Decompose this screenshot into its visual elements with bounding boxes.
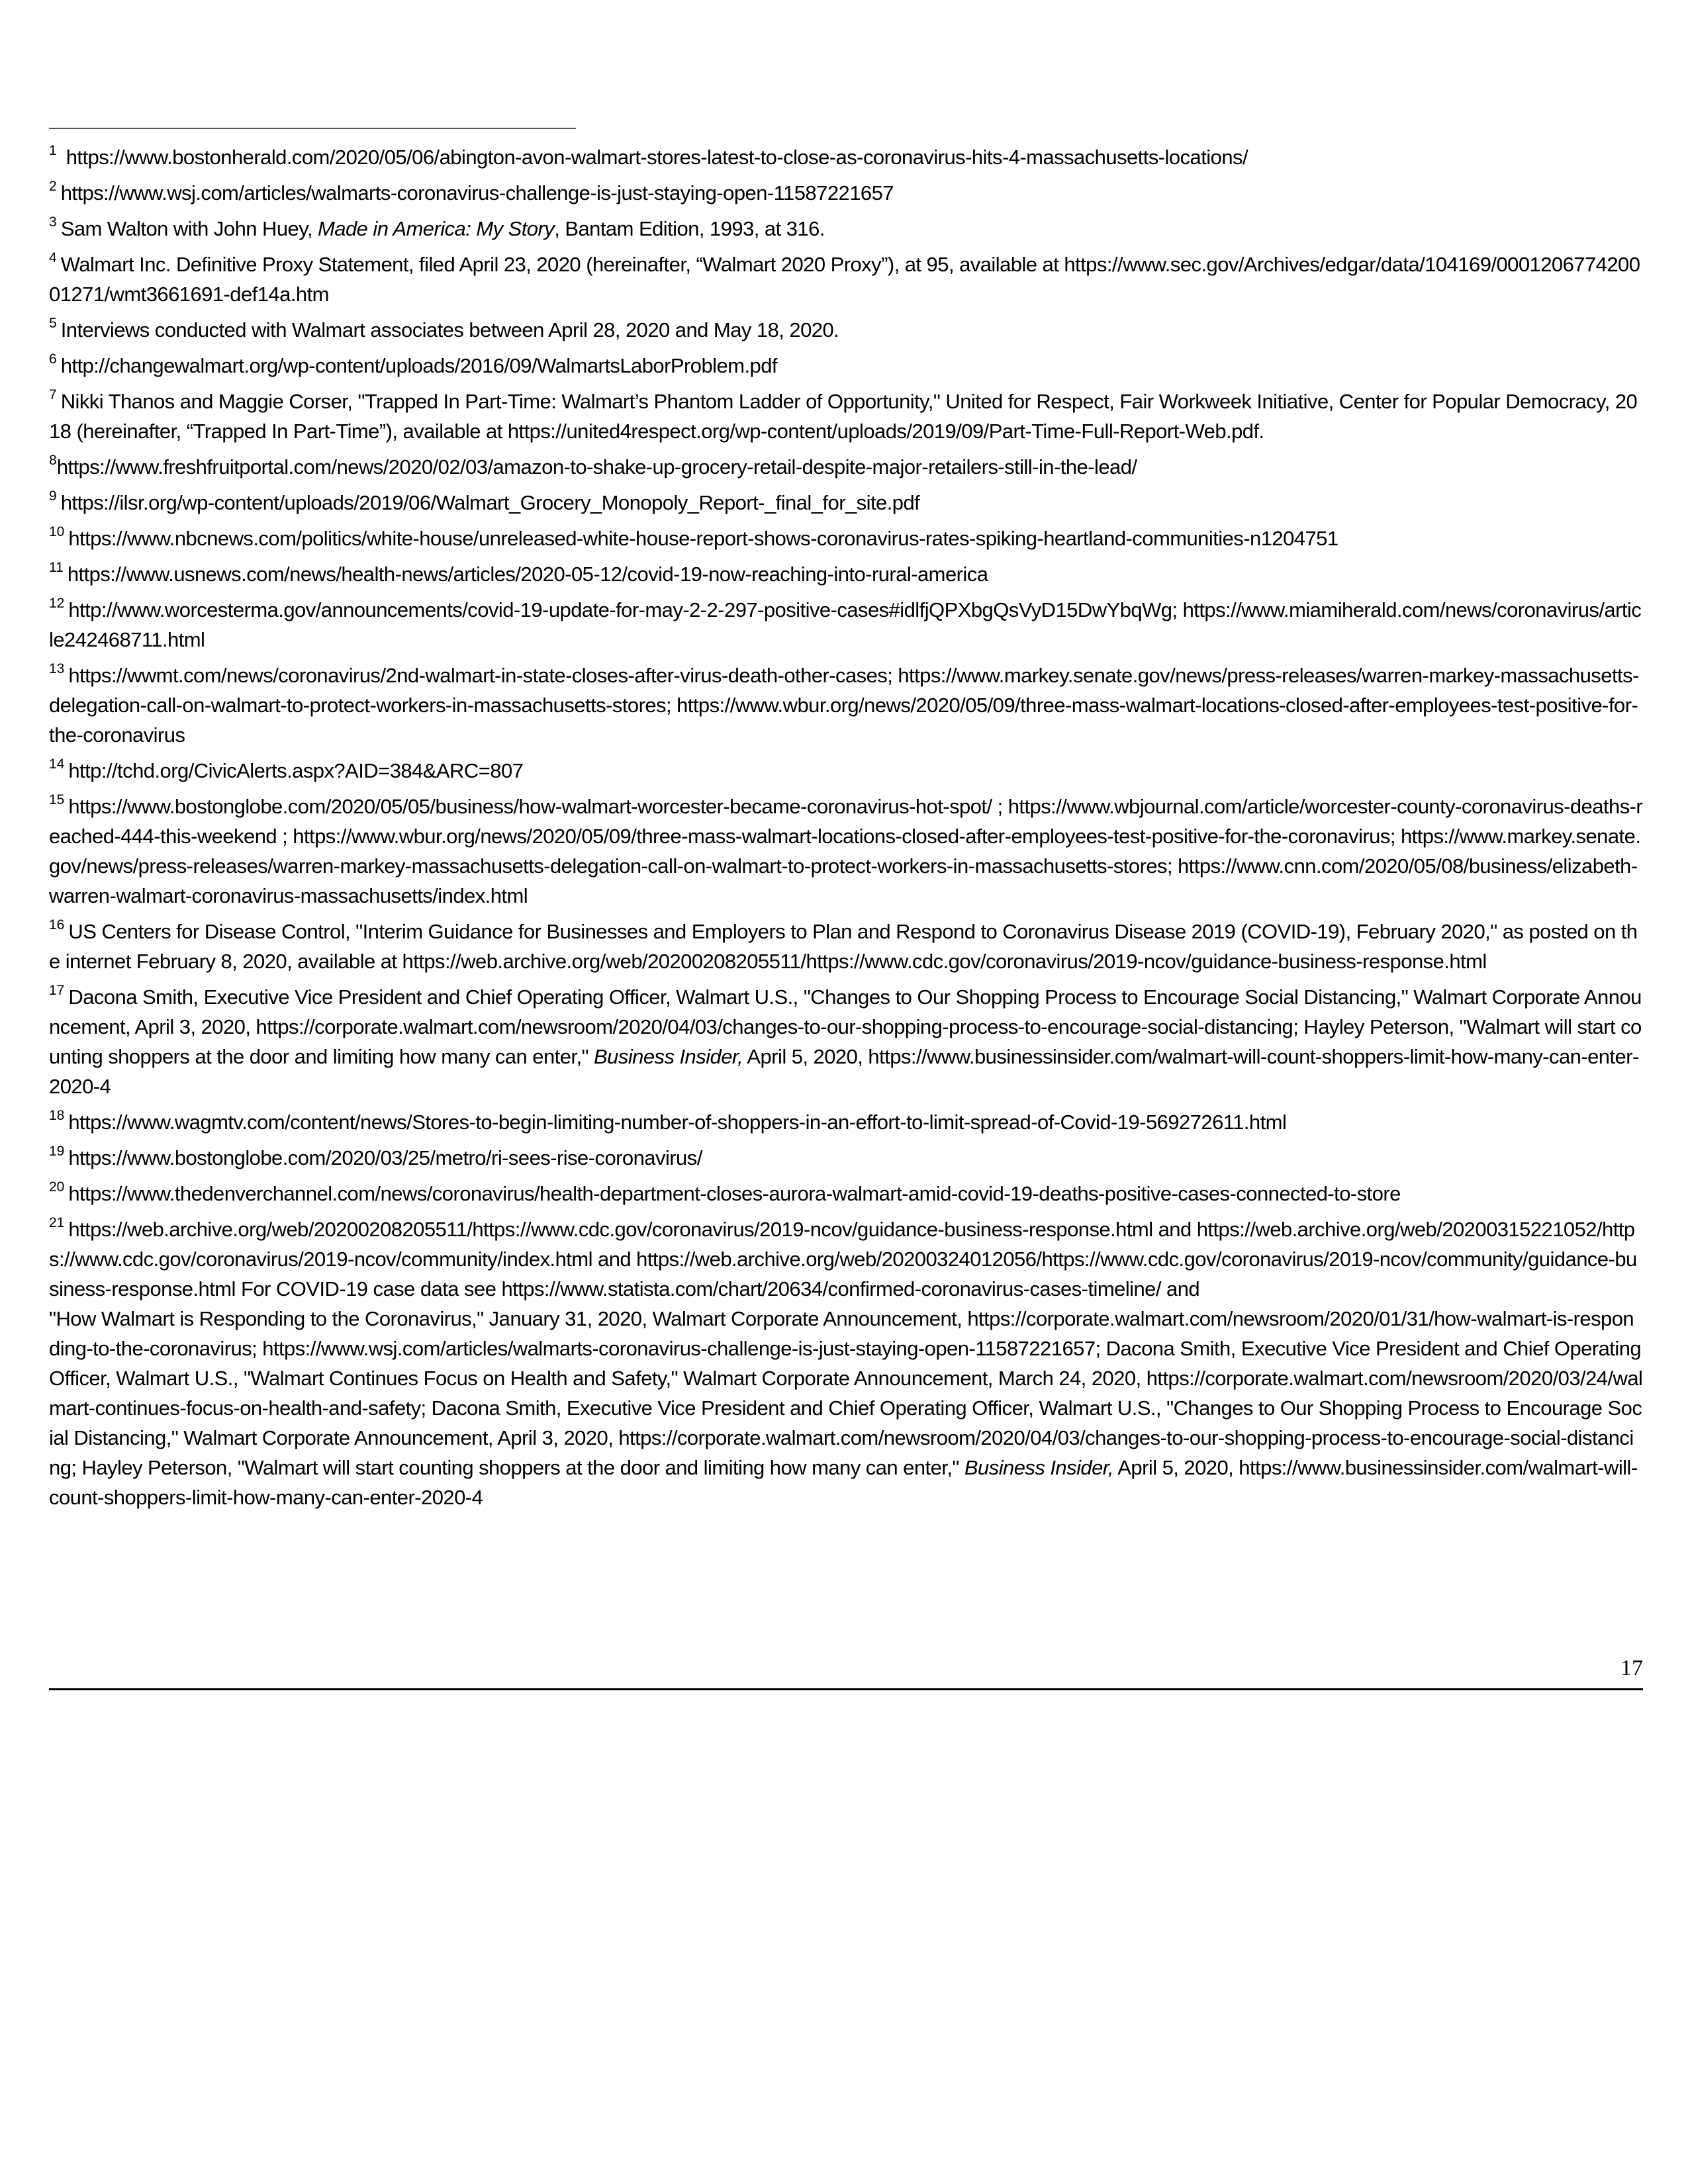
publication-title: Business Insider,: [964, 1456, 1113, 1479]
footnote-number: 7: [49, 387, 57, 402]
footnote-text: Nikki Thanos and Maggie Corser, "Trapped In Part-Time: Walmart’s Phantom Ladder of Opportunity," United for Respect, Fair Workweek Initiative, Center for Popular Democracy, 2018 (hereinafter, “Trapped In Part-Time”), available at https://united4respect.org/wp-content/uploads/2019/09/Part-Time-Full-Report-Web.pdf.: [49, 390, 1638, 443]
footnote-11: [49, 559, 1643, 589]
footnote-number: 11: [49, 560, 64, 575]
footnote-text: https://www.freshfruitportal.com/news/2020/02/03/amazon-to-shake-up-grocery-retail-despite-major-retailers-still-in-the-lead/: [56, 455, 1137, 478]
footnote-5: [49, 315, 1643, 345]
footnote-text: https://wwmt.com/news/coronavirus/2nd-walmart-in-state-closes-after-virus-death-other-cases; https://www.markey.senate.gov/news/press-releases/warren-markey-massachusetts-delegation-call-on-walmart-to-protect-workers-in-massachusetts-stores; https://www.wbur.org/news/2020/05/09/three-mass-walmart-locations-closed-after-employees-test-positive-for-the-coronavirus: [49, 664, 1639, 747]
footnote-number: 2: [49, 179, 57, 194]
footnote-2: [49, 178, 1643, 208]
footnote-number: 15: [49, 792, 65, 807]
page-number: 17: [1620, 1656, 1643, 1680]
footnote-text: https://ilsr.org/wp-content/uploads/2019/06/Walmart_Grocery_Monopoly_Report-_final_for_site.pdf: [60, 491, 920, 514]
footnote-separator: [49, 128, 576, 129]
footnote-number: 8: [49, 453, 57, 468]
footnote-number: 6: [49, 351, 57, 367]
footnote-text-cont: April 5, 2020, https://www.businessinsider.com/walmart-will-count-shoppers-limit-how-many-can-enter-2020-4: [49, 1456, 1638, 1509]
footnote-1: [49, 142, 1643, 172]
footnote-9: [49, 488, 1643, 518]
footnote-13: [49, 660, 1643, 750]
footnote-text: https://www.wagmtv.com/content/news/Stores-to-begin-limiting-number-of-shoppers-in-an-effort-to-limit-spread-of-Covid-19-569272611.html: [68, 1111, 1287, 1134]
footnote-3: [49, 214, 1643, 244]
footnote-text: https://web.archive.org/web/20200208205511/https://www.cdc.gov/coronavirus/2019-ncov/guidance-business-response.html and https://web.archive.org/web/20200315221052/https://www.cdc.gov/coronavirus/2019-ncov/community/index.html and https://web.archive.org/web/20200324012056/https://www.cdc.gov/coronavirus/2019-ncov/community/guidance-business-response.html For COVID-19 case data see https://www.statista.com/chart/20634/confirmed-coronavirus-cases-timeline/ and: [49, 1218, 1637, 1300]
footnote-number: 4: [49, 250, 57, 265]
footnote-text: https://www.bostonglobe.com/2020/05/05/business/how-walmart-worcester-became-coronavirus-hot-spot/ ; https://www.wbjournal.com/article/worcester-county-coronavirus-deaths-reached-444-this-weekend ; https://www.wbur.org/news/2020/05/09/three-mass-walmart-locations-closed-after-employees-test-positive-for-the-coronavirus; https://www.markey.senate.gov/news/press-releases/warren-markey-massachusetts-delegation-call-on-walmart-to-protect-workers-in-massachusetts-stores; https://www.cnn.com/2020/05/08/business/elizabeth-warren-walmart-coronavirus-massachusetts/index.html: [49, 795, 1643, 907]
footnote-number: 16: [49, 917, 65, 933]
footnote-6: [49, 351, 1643, 381]
footnote-text: https://www.usnews.com/news/health-news/articles/2020-05-12/covid-19-now-reaching-into-rural-america: [67, 563, 988, 586]
footnotes-list: [49, 142, 1643, 1518]
footnote-text: Dacona Smith, Executive Vice President and Chief Operating Officer, Walmart U.S., "Changes to Our Shopping Process to Encourage Social Distancing," Walmart Corporate Announcement, April 3, 2020, https://corporate.walmart.com/newsroom/2020/04/03/changes-to-our-shopping-process-to-encourage-social-distancing; Hayley Peterson, "Walmart will start counting shoppers at the door and limiting how many can enter,": [49, 985, 1642, 1068]
footnote-20: [49, 1179, 1643, 1208]
footnote-14: [49, 756, 1643, 786]
footnote-text: http://www.worcesterma.gov/announcements/covid-19-update-for-may-2-2-297-positive-cases#idlfjQPXbgQsVyD15DwYbqWg; https://www.miamiherald.com/news/coronavirus/article242468711.html: [49, 598, 1642, 651]
footnote-number: 13: [49, 661, 65, 676]
footnote-21-paragraph: [49, 1304, 1643, 1512]
footnote-text: http://tchd.org/CivicAlerts.aspx?AID=384&ARC=807: [68, 759, 524, 782]
footnote-text: https://www.bostonglobe.com/2020/03/25/metro/ri-sees-rise-coronavirus/: [68, 1146, 702, 1169]
footnote-18: [49, 1107, 1643, 1137]
footnote-text: Interviews conducted with Walmart associates between April 28, 2020 and May 18, 2020.: [60, 318, 839, 341]
footnote-text: Walmart Inc. Definitive Proxy Statement, filed April 23, 2020 (hereinafter, “Walmart 2020 Proxy”), at 95, available at https://www.sec.gov/Archives/edgar/data/104169/000120677420001271/wmt3661691-def14a.htm: [49, 253, 1640, 306]
footnote-4: [49, 250, 1643, 309]
footnote-12: [49, 595, 1643, 655]
footnote-text: US Centers for Disease Control, "Interim Guidance for Businesses and Employers to Plan and Respond to Coronavirus Disease 2019 (COVID-19), February 2020," as posted on the internet February 8, 2020, available at https://web.archive.org/web/20200208205511/https://www.cdc.gov/coronavirus/2019-ncov/guidance-business-response.html: [49, 920, 1638, 973]
footnote-text-cont: April 5, 2020, https://www.businessinsider.com/walmart-will-count-shoppers-limit-how-many-can-enter-2020-4: [49, 1045, 1639, 1098]
footnote-17: [49, 982, 1643, 1101]
footnote-text: https://www.thedenverchannel.com/news/coronavirus/health-department-closes-aurora-walmart-amid-covid-19-deaths-positive-cases-connected-to-store: [68, 1182, 1401, 1205]
footnote-number: 21: [49, 1215, 65, 1230]
footnote-8: [49, 452, 1643, 482]
footnote-text: https://www.bostonherald.com/2020/05/06/abington-avon-walmart-stores-latest-to-close-as-coronavirus-hits-4-massachusetts-locations/: [66, 146, 1248, 169]
footnote-number: 5: [49, 316, 57, 331]
footnote-21: [49, 1214, 1643, 1512]
footnote-number: 14: [49, 756, 65, 772]
footnote-16: [49, 917, 1643, 976]
footnote-number: 20: [49, 1179, 65, 1195]
footnote-text-cont: , Bantam Edition, 1993, at 316.: [554, 217, 825, 240]
footnote-text: "How Walmart is Responding to the Coronavirus," January 31, 2020, Walmart Corporate Announcement, https://corporate.walmart.com/newsroom/2020/01/31/how-walmart-is-responding-to-the-coronavirus; https://www.wsj.com/articles/walmarts-coronavirus-challenge-is-just-staying-open-11587221657; Dacona Smith, Executive Vice President and Chief Operating Officer, Walmart U.S., "Walmart Continues Focus on Health and Safety," Walmart Corporate Announcement, March 24, 2020, https://corporate.walmart.com/newsroom/2020/03/24/walmart-continues-focus-on-health-and-safety; Dacona Smith, Executive Vice President and Chief Operating Officer, Walmart U.S., "Changes to Our Shopping Process to Encourage Social Distancing," Walmart Corporate Announcement, April 3, 2020, https://corporate.walmart.com/newsroom/2020/04/03/changes-to-our-shopping-process-to-encourage-social-distancing; Hayley Peterson, "Walmart will start counting shoppers at the door and limiting how many can enter,": [49, 1307, 1643, 1479]
footnote-text: https://www.nbcnews.com/politics/white-house/unreleased-white-house-report-shows-coronavirus-rates-spiking-heartland-communities-n1204751: [68, 527, 1338, 550]
footnote-number: 17: [49, 983, 65, 998]
footnote-number: 10: [49, 524, 65, 539]
footnote-number: 19: [49, 1144, 65, 1159]
footnote-text: Sam Walton with John Huey,: [60, 217, 318, 240]
footnote-number: 12: [49, 596, 65, 611]
footnote-7: [49, 387, 1643, 446]
footnote-15: [49, 792, 1643, 911]
footnote-number: 1: [49, 143, 57, 158]
footnote-number: 18: [49, 1108, 65, 1123]
page-bottom-rule: [49, 1688, 1643, 1690]
book-title: Made in America: My Story: [318, 217, 555, 240]
footnote-19: [49, 1143, 1643, 1173]
footnote-number: 9: [49, 488, 57, 504]
publication-title: Business Insider,: [594, 1045, 743, 1068]
footnote-number: 3: [49, 214, 57, 230]
footnote-text: https://www.wsj.com/articles/walmarts-coronavirus-challenge-is-just-staying-open-11587221657: [60, 181, 894, 205]
footnote-10: [49, 523, 1643, 553]
footnote-text: http://changewalmart.org/wp-content/uploads/2016/09/WalmartsLaborProblem.pdf: [60, 354, 777, 377]
